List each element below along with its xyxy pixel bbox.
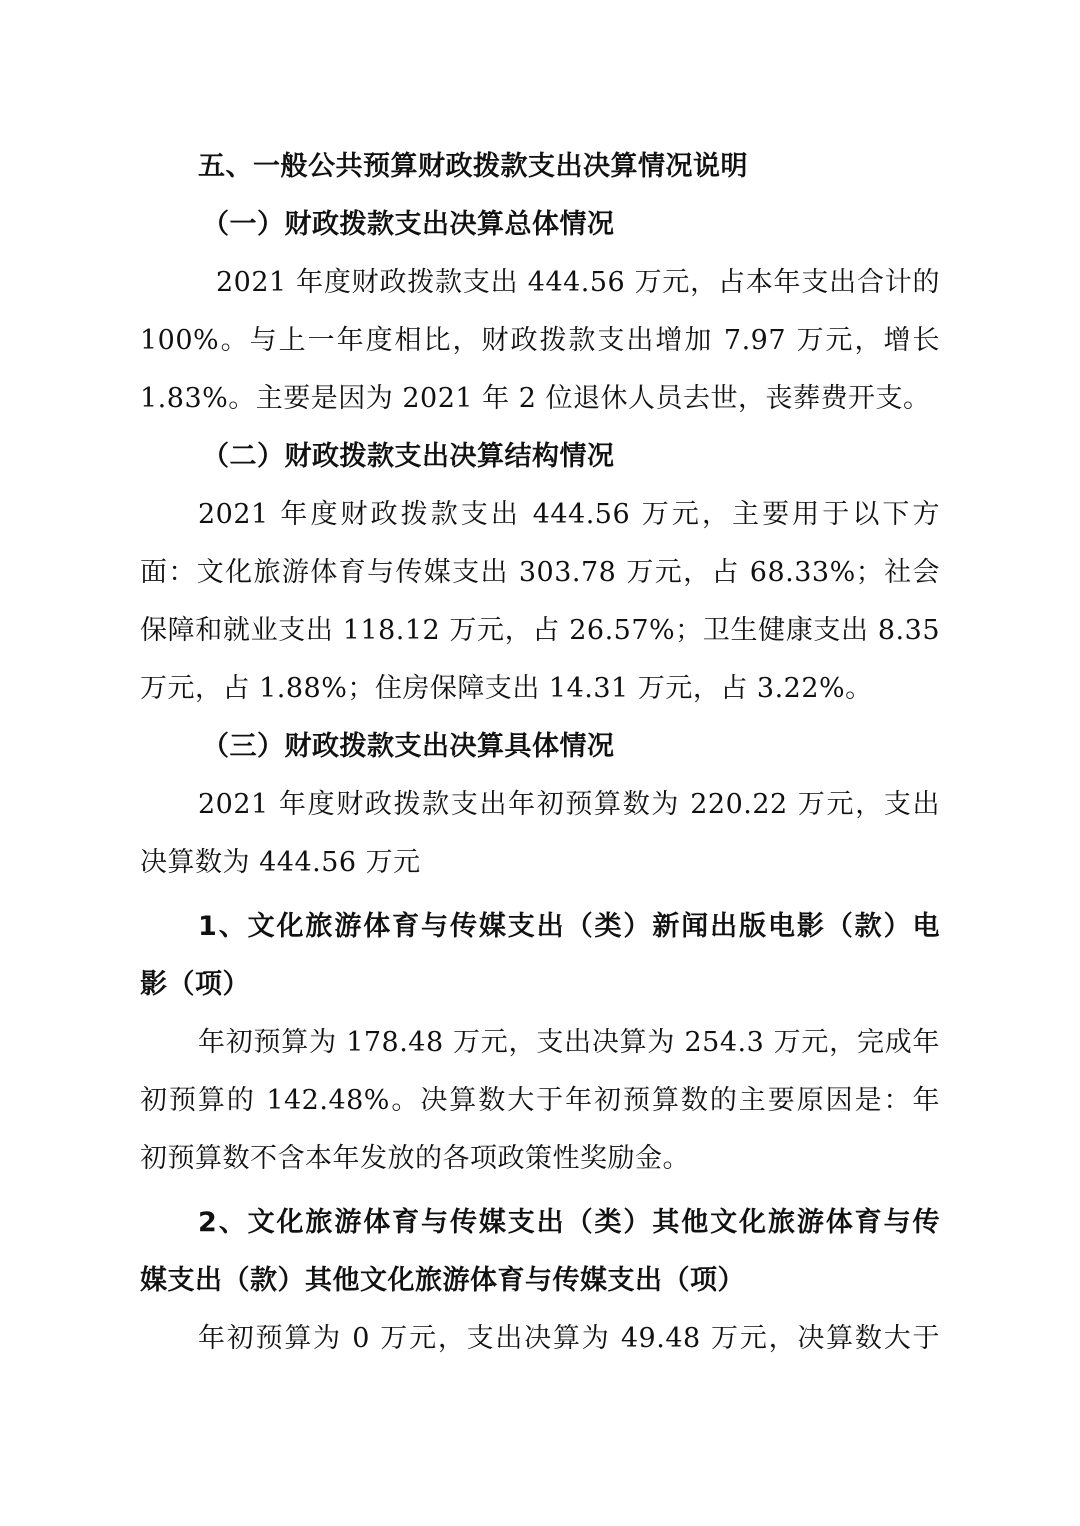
paragraph-line: 100%。与上一年度相比，财政拨款支出增加 7.97 万元，增长	[140, 325, 940, 356]
item-heading-other-culture-cont: 媒支出（款）其他文化旅游体育与传媒支出（项）	[140, 1265, 745, 1296]
paragraph-line: 万元，占 1.88%；住房保障支出 14.31 万元，占 3.22%。	[140, 673, 873, 704]
paragraph-line: 2021 年度财政拨款支出年初预算数为 220.22 万元，支出	[198, 789, 940, 820]
document-page	[140, 138, 940, 1368]
paragraph-line: 决算数为 444.56 万元	[140, 847, 421, 878]
paragraph-line: 2021 年度财政拨款支出 444.56 万元，占本年支出合计的	[216, 267, 940, 298]
paragraph-line: 初预算的 142.48%。决算数大于年初预算数的主要原因是：年	[140, 1085, 940, 1116]
paragraph-line: 2021 年度财政拨款支出 444.56 万元，主要用于以下方	[198, 499, 940, 530]
paragraph-line: 面：文化旅游体育与传媒支出 303.78 万元，占 68.33%；社会	[140, 557, 940, 588]
section-title: 五、一般公共预算财政拨款支出决算情况说明	[198, 151, 748, 182]
paragraph-line: 年初预算为 178.48 万元，支出决算为 254.3 万元，完成年	[198, 1027, 940, 1058]
paragraph-line: 1.83%。主要是因为 2021 年 2 位退休人员去世，丧葬费开支。	[140, 383, 931, 414]
item-heading-other-culture: 2、文化旅游体育与传媒支出（类）其他文化旅游体育与传	[198, 1207, 940, 1238]
item-heading-film-cont: 影（项）	[140, 969, 250, 1000]
subsection-heading-detail: （三）财政拨款支出决算具体情况	[202, 731, 615, 762]
subsection-heading-overall: （一）财政拨款支出决算总体情况	[202, 209, 615, 240]
paragraph-line: 初预算数不含本年发放的各项政策性奖励金。	[140, 1143, 690, 1174]
subsection-heading-structure: （二）财政拨款支出决算结构情况	[202, 441, 615, 472]
paragraph-line: 年初预算为 0 万元，支出决算为 49.48 万元，决算数大于	[198, 1323, 940, 1354]
item-heading-film: 1、文化旅游体育与传媒支出（类）新闻出版电影（款）电	[198, 911, 940, 942]
paragraph-line: 保障和就业支出 118.12 万元，占 26.57%；卫生健康支出 8.35	[140, 615, 940, 646]
